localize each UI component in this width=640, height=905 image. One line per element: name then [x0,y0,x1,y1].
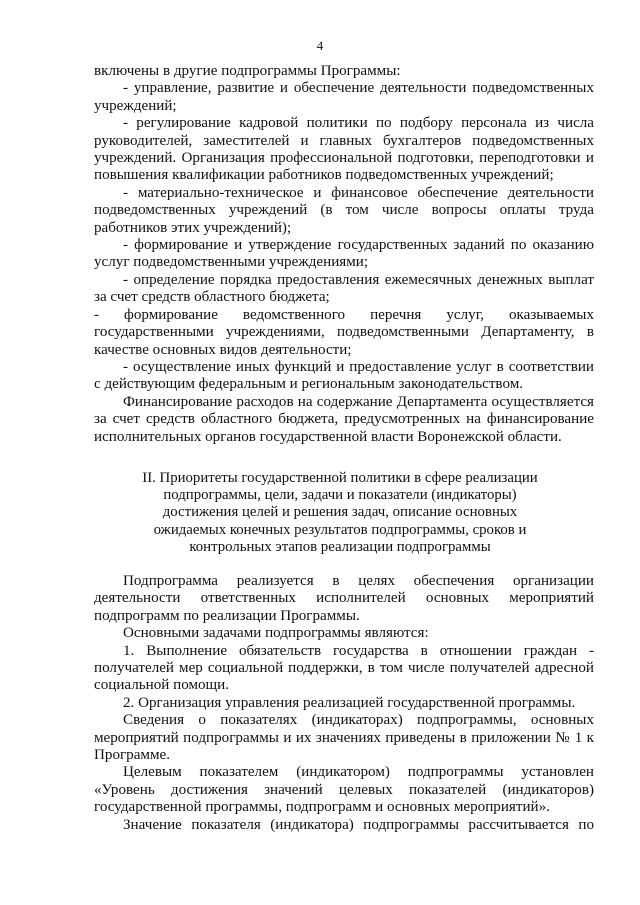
paragraph: - формирование ведомственного перечня услуг, оказываемых государственными учреждениями, подведомственными Департаменту, в качестве основных видов деятельности; [94,306,594,358]
paragraph: - осуществление иных функций и предоставление услуг в соответствии с действующим федеральным и региональным законодательством. [94,358,594,393]
paragraph: включены в другие подпрограммы Программы: [94,63,401,79]
text-block-priorities [94,573,594,834]
paragraph: Сведения о показателях (индикаторах) подпрограммы, основных мероприятий подпрограммы и их значениях приведены в приложении № 1 к Программе. [94,712,594,764]
paragraph: Целевым показателем (индикатором) подпрограммы установлен «Уровень достижения значений целевых показателей (индикаторов) государственной программы, подпрограмм и основных мероприятий». [94,764,594,816]
paragraph: - определение порядка предоставления ежемесячных денежных выплат за счет средств областного бюджета; [94,271,594,306]
paragraph: 2. Организация управления реализацией государственной программы. [123,694,576,711]
paragraph: Значение показателя (индикатора) подпрограммы рассчитывается по [123,816,594,833]
text-block-functions [94,63,594,446]
paragraph: Финансирование расходов на содержание Департамента осуществляется за счет средств областного бюджета, предусмотренных на финансирование исполнительных органов государственной власти Воронежской области. [94,393,594,445]
paragraph: - материально-техническое и финансовое обеспечение деятельности подведомственных учреждений (в том числе вопросы оплаты труда работников этих учреждений); [94,184,594,236]
paragraph: - управление, развитие и обеспечение деятельности подведомственных учреждений; [94,80,594,114]
paragraph: - формирование и утверждение государственных заданий по оказанию услуг подведомственными учреждениями; [94,237,594,271]
paragraph: Подпрограмма реализуется в целях обеспечения организации деятельности ответственных исполнителей основных мероприятий подпрограмм по реализации Программы. [94,573,594,624]
section-heading: II. Приоритеты государственной политики в сфере реализации подпрограммы, цели, задачи и показатели (индикаторы) достижения целей и решения задач, описание основных ожидаемых конечных результатов подпрограммы, сроков и контрольных этапов реализации подпрограммы [142,470,538,555]
paragraph: 1. Выполнение обязательств государства в отношении граждан - получателей мер социальной поддержки, в том числе получателей адресной социальной помощи. [94,642,594,694]
page-number: 4 [316,38,324,53]
paragraph: Основными задачами подпрограммы являются: [123,625,429,642]
paragraph: - регулирование кадровой политики по подбору персонала из числа руководителей, заместителей и главных бухгалтеров подведомственных учреждений. Организация профессиональной подготовки, переподготовки и повышения квалификации работников подведомственных учреждений; [94,115,594,184]
